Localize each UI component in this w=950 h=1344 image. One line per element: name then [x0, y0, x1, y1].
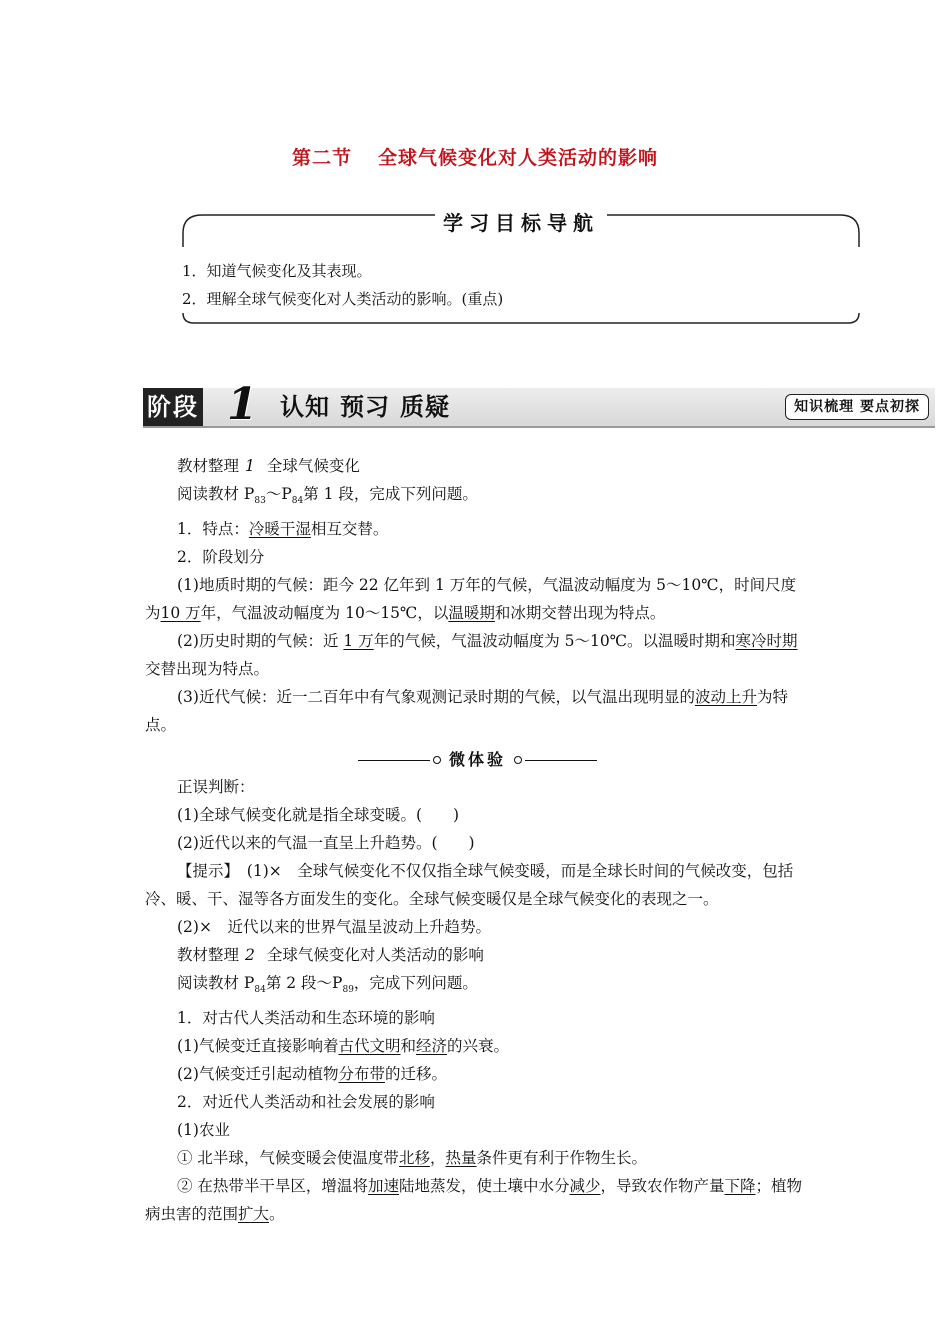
ancient-impact-1: (1)气候变迁直接影响着古代文明和经济的兴衰。 — [177, 1037, 510, 1056]
agriculture-heading: (1)农业 — [177, 1121, 230, 1140]
question-1: (1)全球气候变化就是指全球变暖。( ) — [177, 806, 460, 825]
section-name: 全球气候变化对人类活动的影响 — [378, 147, 659, 169]
part1-heading: 教材整理 1 全球气候变化 — [177, 457, 360, 475]
ancient-impact-2: (2)气候变迁引起动植物分布带的迁移。 — [177, 1065, 447, 1084]
stage-division: 2．阶段划分 — [177, 548, 265, 567]
judge-label: 正误判断： — [177, 778, 255, 797]
main-content — [145, 452, 810, 1228]
stage-label: 阶段 — [143, 388, 203, 426]
part2-reading: 阅读教材 $P_{84}$第 2 段$\sim P_{89}$，完成下列问题。 — [177, 974, 478, 996]
historic-period: (2)历史时期的气候：近 1 万年的气候，气温波动幅度为 5～10℃。以温暖时期和寒冷时期交替出现为特点。 — [145, 632, 798, 679]
stage-banner — [143, 379, 935, 430]
modern-period: (3)近代气候：近一二百年中有气象观测记录时期的气候，以气温出现明显的波动上升为特点。 — [145, 688, 788, 735]
goal-item-1: 1．知道气候变化及其表现。 — [182, 262, 372, 280]
goals-list — [182, 257, 503, 313]
stage-title: 认知 预习 质疑 — [280, 393, 450, 421]
agriculture-1: ① 北半球，气候变暖会使温度带北移，热量条件更有利于作物生长。 — [177, 1149, 647, 1168]
part1-reading: 阅读教材 $P_{83}\sim P_{84}$第 1 段，完成下列问题。 — [177, 485, 478, 507]
goal-item-2: 2．理解全球气候变化对人类活动的影响。(重点) — [182, 290, 504, 308]
micro-label: 微体验 — [448, 750, 506, 770]
micro-experience-divider — [145, 745, 810, 769]
ancient-impact: 1．对古代人类活动和生态环境的影响 — [177, 1009, 435, 1028]
feature-line: 1．特点：冷暖干湿相互交替。 — [177, 520, 389, 539]
learning-goals-box — [182, 213, 860, 325]
hint-2: (2)× 近代以来的世界气温呈波动上升趋势。 — [177, 918, 491, 937]
modern-impact: 2．对近代人类活动和社会发展的影响 — [177, 1093, 435, 1112]
hint-1: 【提示】 (1)× 全球气候变化不仅仅指全球气候变暖，而是全球长时间的气候改变，包括冷、暖、干、湿等各方面发生的变化。全球气候变暖仅是全球气候变化的表现之一。 — [145, 862, 794, 909]
stage-number: 1 — [227, 379, 258, 430]
geologic-period: (1)地质时期的气候：距今 22 亿年到 1 万年的气候，气温波动幅度为 5～10℃，时间尺度为10 万年，气温波动幅度为 10～15℃，以温暖期和冰期交替出现为特点。 — [145, 576, 797, 623]
stage-tag: 知识梳理 要点初探 — [785, 394, 929, 420]
section-number: 第二节 — [291, 147, 352, 169]
agriculture-2: ② 在热带半干旱区，增温将加速陆地蒸发，使土壤中水分减少，导致农作物产量下降；植物病虫害的范围扩大。 — [145, 1177, 803, 1224]
page-title — [0, 143, 950, 170]
goals-heading: 学习目标导航 — [182, 213, 860, 233]
part2-heading: 教材整理 2 全球气候变化对人类活动的影响 — [177, 946, 484, 965]
question-2: (2)近代以来的气温一直呈上升趋势。( ) — [177, 834, 475, 853]
